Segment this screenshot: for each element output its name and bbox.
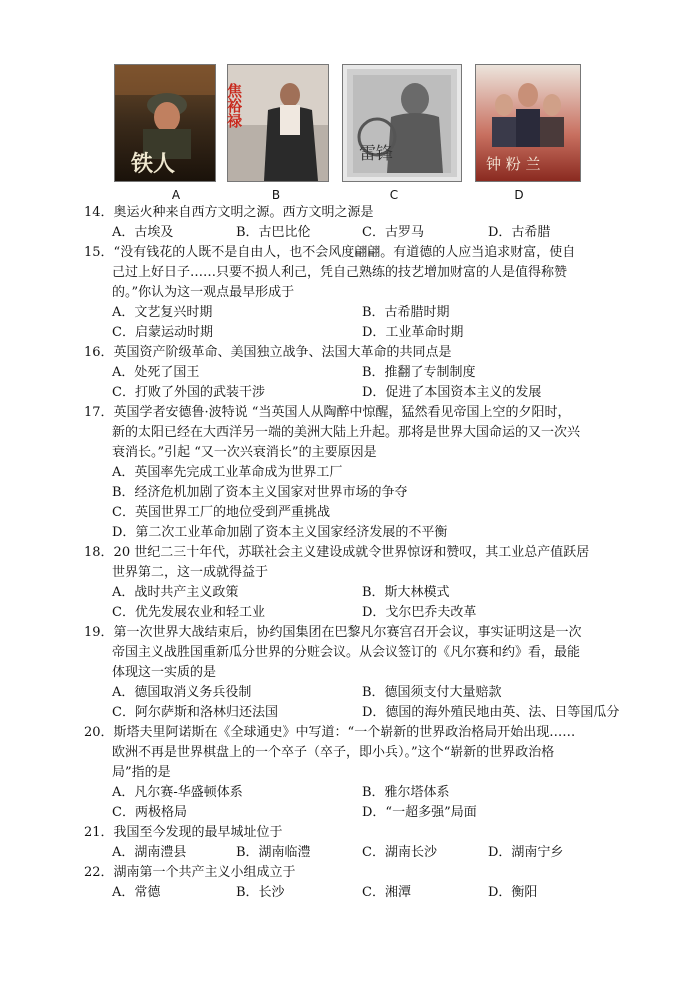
q15-stem-line2: 己过上好日子……只要不损人利己，凭自己熟练的技艺增加财富的人是值得称赞	[112, 265, 568, 280]
q19-stem-line1: 19．第一次世界大战结束后，协约国集团在巴黎凡尔赛宫召开会议，事实证明这是一次	[84, 625, 582, 640]
q20-option-d: D．“一超多强”局面	[362, 805, 477, 820]
poster-b-title: 焦裕禄	[225, 83, 243, 128]
q17-option-a: A．英国率先完成工业革命成为世界工厂	[112, 465, 343, 480]
poster-a-image	[114, 64, 216, 182]
poster-d-label: D	[514, 188, 524, 202]
q18-option-a: A．战时共产主义政策	[112, 585, 239, 600]
q16-option-a: A．处死了国王	[112, 365, 200, 380]
q20-option-a: A．凡尔赛-华盛顿体系	[112, 785, 243, 800]
q15-option-c: C．启蒙运动时期	[112, 325, 213, 340]
q17-stem-line3: 衰消长。”引起 “又一次兴衰消长”的主要原因是	[112, 445, 377, 460]
q22-option-a: A．常德	[112, 885, 161, 900]
q14-option-b: B．古巴比伦	[236, 225, 311, 240]
q20-stem-line3: 局”指的是	[112, 765, 171, 780]
poster-d-title: 钟 粉 兰	[486, 155, 541, 173]
q21-option-b: B．湖南临澧	[236, 845, 311, 860]
q20-option-b: B．雅尔塔体系	[362, 785, 450, 800]
q14-option-c: C．古罗马	[362, 225, 424, 240]
q20-stem-line2: 欧洲不再是世界棋盘上的一个卒子（卒子，即小兵）。”这个“崭新的世界政治格	[112, 745, 555, 760]
q19-stem-line3: 体现这一实质的是	[112, 665, 217, 680]
poster-c-image	[342, 64, 462, 182]
poster-b-label: B	[271, 188, 281, 202]
q17-stem-line1: 17．英国学者安德鲁·波特说 “当英国人从陶醉中惊醒，猛然看见帝国上空的夕阳时，	[84, 405, 571, 420]
q18-option-c: C．优先发展农业和轻工业	[112, 605, 265, 620]
poster-a-label: A	[171, 188, 181, 202]
q22-option-b: B．长沙	[236, 885, 285, 900]
q16-option-b: B．推翻了专制制度	[362, 365, 476, 380]
q22-stem: 22．湖南第一个共产主义小组成立于	[84, 865, 296, 880]
q20-option-c: C．两极格局	[112, 805, 187, 820]
q14-option-a: A．古埃及	[112, 225, 174, 240]
q19-option-c: C．阿尔萨斯和洛林归还法国	[112, 705, 278, 720]
q20-stem-line1: 20．斯塔夫里阿诺斯在《全球通史》中写道：“一个崭新的世界政治格局开始出现……	[84, 725, 576, 740]
q19-stem-line2: 帝国主义战胜国重新瓜分世界的分赃会议。从会议签订的《凡尔赛和约》看，最能	[112, 645, 581, 660]
q17-option-d: D．第二次工业革命加剧了资本主义国家经济发展的不平衡	[112, 525, 448, 540]
poster-a-title: 铁人	[131, 151, 176, 177]
q22-option-d: D．衡阳	[488, 885, 538, 900]
q17-option-b: B．经济危机加剧了资本主义国家对世界市场的争夺	[112, 485, 408, 500]
q18-stem-line2: 世界第二，这一成就得益于	[112, 565, 269, 580]
q16-option-c: C．打败了外国的武装干涉	[112, 385, 265, 400]
poster-c-title: 雷锋	[359, 144, 393, 164]
q18-option-b: B．斯大林模式	[362, 585, 450, 600]
poster-b-image	[227, 64, 329, 182]
poster-c-label: C	[389, 188, 399, 202]
q17-option-c: C．英国世界工厂的地位受到严重挑战	[112, 505, 330, 520]
q21-option-c: C．湖南长沙	[362, 845, 437, 860]
q15-stem-line3: 的。”你认为这一观点最早形成于	[112, 285, 295, 300]
q18-stem-line1: 18．20 世纪二三十年代，苏联社会主义建设成就令世界惊讶和赞叹，其工业总产值跃居	[84, 545, 590, 560]
q19-option-d: D．德国的海外殖民地由英、法、日等国瓜分	[362, 705, 620, 720]
q22-option-c: C．湘潭	[362, 885, 411, 900]
poster-d-image	[475, 64, 581, 182]
q19-option-a: A．德国取消义务兵役制	[112, 685, 252, 700]
q16-option-d: D．促进了本国资本主义的发展	[362, 385, 542, 400]
q17-stem-line2: 新的太阳已经在大西洋另一端的美洲大陆上升起。那将是世界大国命运的又一次兴	[112, 425, 581, 440]
q21-option-a: A．湖南澧县	[112, 845, 187, 860]
q15-option-b: B．古希腊时期	[362, 305, 450, 320]
poster-row	[0, 64, 696, 204]
q15-option-a: A．文艺复兴时期	[112, 305, 213, 320]
q14-option-d: D．古希腊	[488, 225, 551, 240]
q16-stem: 16．英国资产阶级革命、美国独立战争、法国大革命的共同点是	[84, 345, 452, 360]
q21-stem: 21．我国至今发现的最早城址位于	[84, 825, 283, 840]
q19-option-b: B．德国须支付大量赔款	[362, 685, 502, 700]
q15-option-d: D．工业革命时期	[362, 325, 464, 340]
q18-option-d: D．戈尔巴乔夫改革	[362, 605, 477, 620]
q15-stem-line1: 15．“没有钱花的人既不是自由人，也不会风度翩翩。有道德的人应当追求财富，使自	[84, 245, 576, 260]
q21-option-d: D．湖南宁乡	[488, 845, 564, 860]
q14-stem: 14．奥运火种来自西方文明之源。西方文明之源是	[84, 205, 374, 220]
